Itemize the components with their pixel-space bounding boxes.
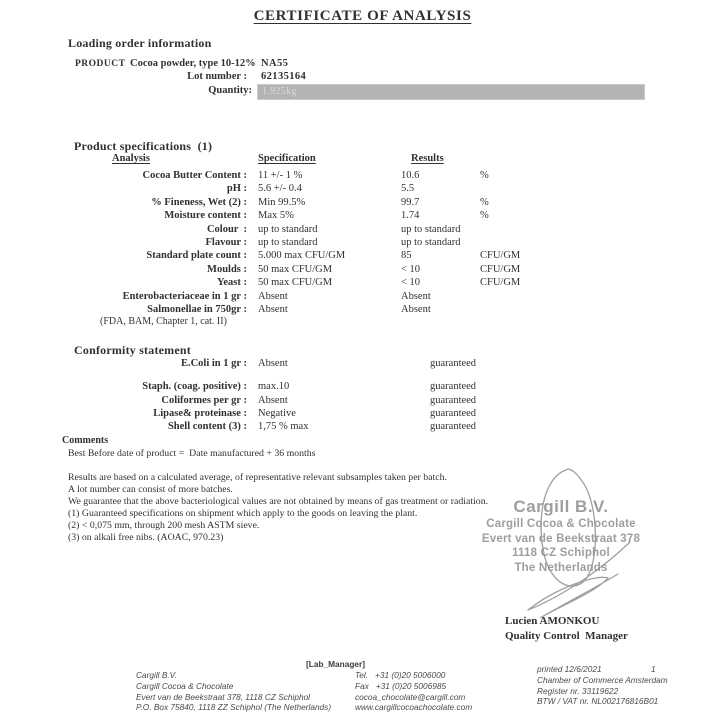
result-value: 5.5	[401, 183, 415, 195]
footer-email: cocoa_chocolate@cargill.com	[355, 691, 466, 702]
result-value: 85	[401, 250, 412, 262]
result-value: < 10	[401, 277, 421, 289]
comment-line: (3) on alkali free nibs. (AOAC, 970.23)	[68, 532, 224, 543]
conformity-value: max.10	[258, 381, 290, 393]
spec-value: 5.000 max CFU/GM	[258, 250, 346, 262]
spec-value: up to standard	[258, 237, 318, 249]
unit-value	[480, 303, 575, 316]
unit-value	[480, 236, 575, 249]
unit-value: CFU/GM	[480, 250, 521, 262]
column-header-analysis: Analysis	[112, 153, 150, 164]
analysis-label: Salmonellae in 750gr :	[147, 304, 247, 316]
spec-value: Absent	[258, 290, 288, 302]
spec-value: Max 5%	[258, 210, 294, 222]
specifications-heading: Product specifications (1)	[74, 139, 213, 153]
fda-note: (FDA, BAM, Chapter 1, cat. II)	[100, 316, 227, 327]
conformity-status: guaranteed	[430, 381, 477, 393]
spec-value: Min 99.5%	[258, 196, 306, 208]
spec-value: Absent	[258, 304, 288, 316]
analysis-label: Cocoa Butter Content :	[142, 170, 247, 181]
conformity-status: guaranteed	[430, 394, 477, 406]
conformity-status: guaranteed	[430, 358, 477, 369]
footer-phone: Tel. +31 (0)20 5006000	[355, 670, 446, 680]
unit-value: %	[480, 210, 489, 222]
product-label: PRODUCT	[75, 59, 126, 69]
conformity-status: guaranteed	[430, 421, 477, 433]
column-header-results: Results	[411, 153, 444, 164]
result-value: Absent	[401, 304, 431, 316]
unit-value: %	[480, 170, 489, 181]
conformity-row	[62, 380, 476, 393]
unit-value	[480, 290, 575, 303]
spec-value: 50 max CFU/GM	[258, 277, 333, 289]
spec-value: 11 +/- 1 %	[258, 170, 303, 181]
spacer	[62, 370, 476, 380]
footer-website: www.cargillcocoachocolate.com	[355, 702, 473, 713]
result-value: 99.7	[401, 196, 420, 208]
footer-page-number: 1	[651, 664, 656, 674]
stamp-division: Cargill Cocoa & Chocolate	[486, 518, 636, 530]
comment-line: (1) Guaranteed specifications on shipment which apply to the goods on leaving the plant.	[68, 508, 418, 519]
footer-line: Cargill Cocoa & Chocolate	[136, 680, 234, 691]
result-value: up to standard	[401, 223, 461, 235]
footer-printed-date: printed 12/6/2021	[537, 664, 602, 674]
conformity-label: Staph. (coag. positive) :	[142, 381, 247, 393]
quantity-value: 1.925kg	[262, 86, 297, 97]
conformity-label: Lipase& proteinase :	[153, 407, 247, 419]
analysis-label: Moulds :	[207, 263, 247, 275]
stamp-street: Evert van de Beekstraat 378	[481, 532, 641, 545]
result-value: 10.6	[401, 170, 420, 181]
result-value: < 10	[401, 263, 421, 275]
footer-line: Register nr. 33119622	[537, 685, 619, 696]
stamp-country: The Netherlands	[514, 561, 608, 574]
column-header-specification: Specification	[258, 153, 316, 164]
footer-fax: Fax +31 (0)20 5006985	[355, 680, 447, 691]
result-value: Absent	[401, 290, 431, 302]
conformity-status: guaranteed	[430, 407, 477, 419]
conformity-value: Absent	[258, 358, 288, 369]
stamp-company-name: Cargill B.V.	[513, 497, 609, 516]
footer-line: Evert van de Beekstraat 378, 1118 CZ Schiphol	[136, 691, 311, 702]
signer-name: Lucien AMONKOU	[505, 615, 600, 627]
analysis-label: Yeast :	[216, 277, 247, 289]
result-value: 1.74	[401, 210, 420, 222]
comment-line: Best Before date of product = Date manufactured + 36 months	[68, 448, 316, 459]
conformity-table	[62, 357, 476, 433]
conformity-label: Shell content (3) :	[167, 421, 247, 433]
unit-value: %	[480, 196, 489, 208]
product-code: NA55	[261, 58, 289, 69]
footer-registry-info	[537, 664, 668, 707]
conformity-row	[62, 357, 476, 370]
conformity-row	[62, 420, 476, 433]
lot-number-label: Lot number :	[187, 71, 247, 82]
conformity-row	[62, 394, 476, 407]
lot-number-value: 62135164	[261, 71, 307, 82]
footer-lab-manager-label: [Lab_Manager]	[306, 659, 366, 669]
signature-scribble	[498, 462, 648, 632]
footer-line: Chamber of Commerce Amsterdam	[537, 674, 668, 685]
analysis-label: Standard plate count :	[146, 250, 247, 262]
analysis-label: Enterobacteriaceae in 1 gr :	[122, 290, 247, 302]
product-name: Cocoa powder, type 10-12%	[130, 58, 256, 69]
specifications-table	[62, 169, 575, 316]
result-value: up to standard	[401, 237, 461, 249]
analysis-label: Moisture content :	[164, 210, 247, 222]
comment-line: We guarantee that the above bacteriological values are not obtained by means of gas treatment or radiation.	[68, 496, 489, 507]
comment-line: (2) < 0,075 mm, through 200 mesh ASTM sieve.	[68, 520, 260, 531]
comments-heading: Comments	[62, 435, 109, 446]
footer-contact-info	[355, 670, 472, 713]
conformity-value: 1,75 % max	[258, 421, 309, 433]
analysis-label: % Fineness, Wet (2) :	[151, 196, 247, 208]
spec-value: 50 max CFU/GM	[258, 263, 333, 275]
conformity-heading: Conformity statement	[74, 343, 191, 357]
footer-line: BTW / VAT nr. NL002176816B01	[537, 696, 659, 707]
comment-line: Results are based on a calculated average, of representative relevant subsamples taken per batch.	[68, 472, 447, 483]
footer-line: P.O. Box 75840, 1118 ZZ Schiphol (The Netherlands)	[136, 702, 332, 713]
spec-value: 5.6 +/- 0.4	[258, 183, 302, 195]
analysis-label: pH :	[226, 183, 247, 195]
unit-value: CFU/GM	[480, 277, 521, 289]
conformity-label: Coliformes per gr :	[161, 394, 247, 406]
quantity-highlight-bar	[257, 84, 645, 100]
conformity-value: Absent	[258, 394, 288, 406]
conformity-label: E.Coli in 1 gr :	[180, 358, 247, 369]
analysis-label: Colour :	[206, 223, 247, 235]
stamp-postal: 1118 CZ Schiphol	[512, 547, 610, 559]
unit-value: CFU/GM	[480, 263, 521, 275]
signer-title: Quality Control Manager	[505, 630, 628, 642]
unit-value	[480, 223, 575, 236]
conformity-row	[62, 407, 476, 420]
quantity-label: Quantity:	[208, 85, 252, 96]
analysis-label: Flavour :	[205, 237, 247, 249]
conformity-value: Negative	[258, 407, 296, 419]
footer-company-address	[136, 670, 331, 713]
comment-line: A lot number can consist of more batches.	[68, 484, 233, 495]
spec-value: up to standard	[258, 223, 318, 235]
unit-value	[480, 182, 575, 195]
footer-line: Cargill B.V.	[136, 670, 177, 680]
page-title: CERTIFICATE OF ANALYSIS	[253, 8, 472, 24]
loading-order-heading: Loading order information	[68, 36, 212, 50]
